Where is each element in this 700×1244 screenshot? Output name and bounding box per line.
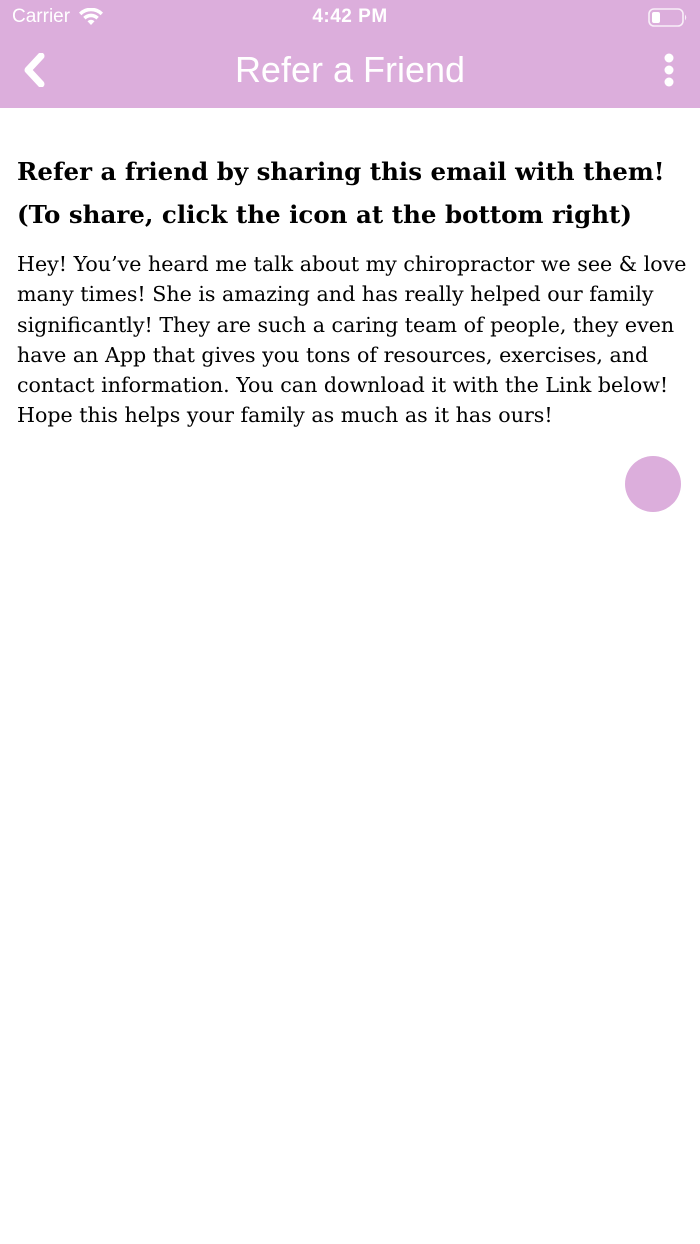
status-time: 4:42 PM [312,6,388,27]
page-title: Refer a Friend [234,49,466,90]
more-vertical-icon [663,53,675,87]
carrier-label: Carrier [12,6,71,27]
battery-icon [648,8,688,27]
status-bar [0,0,700,36]
app-header [0,0,700,108]
referral-content [17,150,689,431]
share-button[interactable] [625,456,681,512]
referral-headline: Refer a friend by sharing this email with them! (To share, click the icon at the bottom right) [17,157,665,229]
more-options-button[interactable] [656,50,682,90]
referral-message: Hey! You’ve heard me talk about my chiropractor we see & love many times! She is amazing and has really helped our family significantly! They are such a caring team of people, they even have an App that gives you tons of resources, exercises, and contact information. You can download it with the Link below! Hope this helps your family as much as it has ours! [17,252,687,428]
navigation-bar [0,36,700,108]
